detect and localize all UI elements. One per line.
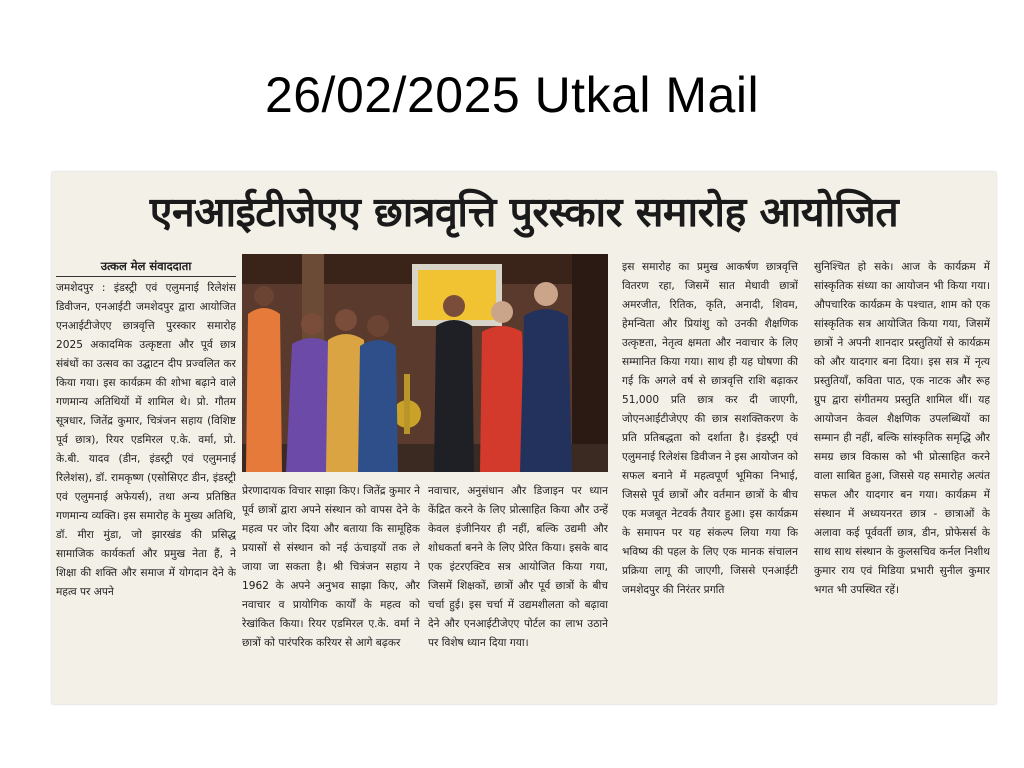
column-1-text: जमशेदपुर : इंडस्ट्री एवं एलुमनाई रिलेशंस डिवीजन, एनआईटी जमशेदपुर द्वारा आयोजित एनआईटीजेएए छात्रवृत्ति पुरस्कार समारोह 2025 अकादमिक उत्कृष्टता और पूर्व छात्र संबंधों का उत्सव का उद्घाटन दीप प्रज्वलित कर किया गया। इस कार्यक्रम की शोभा बढ़ाने वाले गणमान्य अतिथियों में शामिल थे। प्रो. गौतम सूत्रधार, जितेंद्र कुमार, चित्रंजन सहाय (विशिष्ट पूर्व छात्र), रियर एडमिरल ए.के. वर्मा, प्रो. के.बी. यादव (डीन, इंडस्ट्री एवं एलुमनाई रिलेशंस), डॉ. रामकृष्ण (एसोसिएट डीन, इंडस्ट्री एवं एलुमनाई अफेयर्स), तथा अन्य प्रतिष्ठित गणमान्य व्यक्ति। इस समारोह के मुख्य अतिथि, डॉ. मीरा मुंडा, जो झारखंड की प्रसिद्ध सामाजिक कार्यकर्ता और प्रमुख नेता हैं, ने शिक्षा की शक्ति और समाज में योगदान देने के महत्व पर अपने	[56, 282, 236, 598]
article-column-3	[428, 482, 608, 700]
column-4-text: इस समारोह का प्रमुख आकर्षण छात्रवृत्ति वितरण रहा, जिसमें सात मेधावी छात्रों अमरजीत, रितिक, कृति, अनादी, शिवम, हेमन्विता और प्रियांशु को उनकी शैक्षणिक उत्कृष्टता, नेतृत्व क्षमता और नवाचार के लिए सम्मानित किया गया। साथ ही यह घोषणा की गई कि अगले वर्ष से छात्रवृत्ति राशि बढ़ाकर 51,000 प्रति छात्र कर दी जाएगी, जोएनआईटीजेएए की छात्र सशक्तिकरण के प्रति प्रतिबद्धता को दर्शाता है। इंडस्ट्री एवं एलुमनाई रिलेशंस डिवीजन ने इस आयोजन को सफल बनाने में महत्वपूर्ण भूमिका निभाई, जिससे पूर्व छात्रों और वर्तमान छात्रों के बीच एक मजबूत नेटवर्क तैयार हुआ। इस कार्यक्रम के समापन पर यह संकल्प लिया गया कि भविष्य की पहल के लिए एक मानक संचालन प्रक्रिया लागू की जाएगी, जिससे एनआईटी जमशेदपुर की निरंतर प्रगति	[622, 261, 798, 596]
article-column-1	[56, 256, 236, 700]
event-photo-illustration	[242, 254, 608, 472]
column-5-text: सुनिश्चित हो सके। आज के कार्यक्रम में सांस्कृतिक संध्या का आयोजन भी किया गया। औपचारिक कार्यक्रम के पश्चात, शाम को एक सांस्कृतिक सत्र आयोजित किया गया, जिसमें छात्रों ने अपनी शानदार प्रस्तुतियों से कार्यक्रम को और यादगार बना दिया। इस सत्र में नृत्य प्रस्तुतियाँ, कविता पाठ, एक नाटक और रूह ग्रुप द्वारा संगीतमय प्रस्तुति शामिल थीं। यह आयोजन केवल शैक्षणिक उपलब्धियों का सम्मान ही नहीं, बल्कि सांस्कृतिक समृद्धि और समग्र छात्र विकास को भी प्रोत्साहित करने वाला साबित हुआ, जिससे यह समारोह अत्यंत सफल और यादगार बन गया। कार्यक्रम में संस्थान में अध्ययनरत छात्र - छात्राओं के अलावा कई पूर्ववर्ती छात्र, डीन, प्रोफेसर्स के साथ साथ संस्थान के कुलसचिव कर्नल निशीथ कुमार राय एवं मिडिया प्रभारी सुनील कुमार भगत भी उपस्थित रहें।	[814, 261, 990, 596]
event-photo	[242, 254, 608, 472]
slide-title: 26/02/2025 Utkal Mail	[264, 67, 760, 123]
article-column-2	[242, 482, 420, 700]
article-column-5	[814, 258, 990, 700]
article-byline: उत्कल मेल संवाददाता	[56, 256, 236, 277]
column-2-text: प्रेरणादायक विचार साझा किए। जितेंद्र कुमार ने पूर्व छात्रों द्वारा अपने संस्थान को वापस देने के महत्व पर जोर दिया और बताया कि सामूहिक प्रयासों से संस्थान को नई ऊंचाइयों तक ले जाया जा सकता है। श्री चित्रंजन सहाय ने 1962 के अपने अनुभव साझा किए, और नवाचार व प्रायोगिक कार्यों के महत्व को रेखांकित किया। रियर एडमिरल ए.के. वर्मा ने छात्रों को पारंपरिक करियर से आगे बढ़कर	[242, 485, 420, 649]
column-3-text: नवाचार, अनुसंधान और डिजाइन पर ध्यान केंद्रित करने के लिए प्रोत्साहित किया और उन्हें केवल इंजीनियर ही नहीं, बल्कि उद्यमी और शोधकर्ता बनने के लिए प्रेरित किया। इसके बाद एक इंटरएक्टिव सत्र आयोजित किया गया, जिसमें शिक्षकों, छात्रों और पूर्व छात्रों के बीच चर्चा हुई। इस चर्चा में उद्यमशीलता को बढ़ावा देने और एनआईटीजेएए पोर्टल का लाभ उठाने पर विशेष ध्यान दिया गया।	[428, 485, 608, 649]
article-headline: एनआईटीजेएए छात्रवृत्ति पुरस्कार समारोह आयोजित	[149, 188, 899, 236]
newspaper-clipping	[52, 172, 996, 704]
article-column-4	[622, 258, 798, 700]
